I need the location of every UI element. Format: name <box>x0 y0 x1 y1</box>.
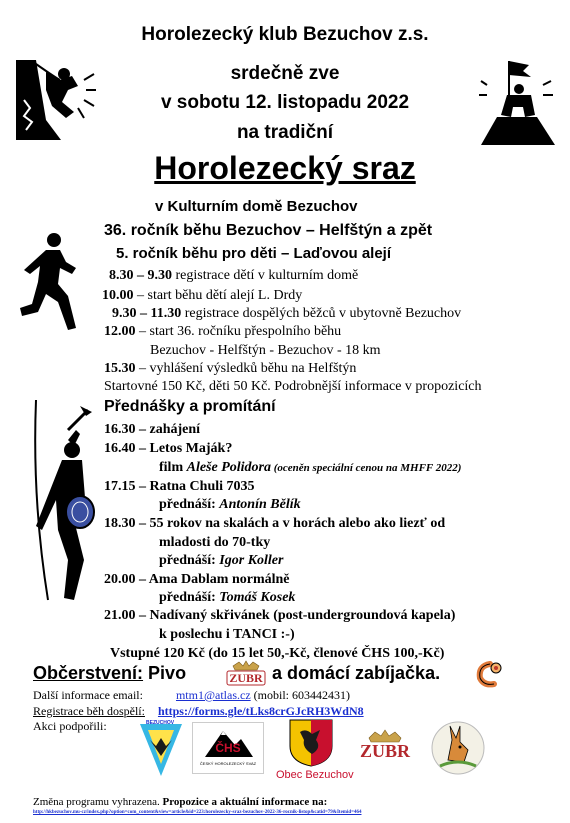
summit-flag-icon <box>477 55 557 145</box>
lecture-item-cont: mladosti do 70-tky <box>159 535 271 550</box>
sponsors-label: Akci podpořili: <box>33 719 107 733</box>
race-heading: 36. ročník běhu Bezuchov – Helfštýn a zpět <box>104 222 433 239</box>
lecture-presenter: přednáší: Igor Koller <box>159 553 284 568</box>
refreshments-food: a domácí zabíjačka. <box>272 663 441 683</box>
lecture-item-cont: k poslechu i TANCI :-) <box>159 627 295 642</box>
race-item: 10.00 – start běhu dětí alejí L. Drdy <box>102 288 303 303</box>
obec-coat-of-arms <box>286 718 336 768</box>
info-url-link[interactable]: http://hkbezuchov.mu-cz/index.php?option=com_content&view=article&id=223:horolezecky-sraz-bezuchov-2022-36-rocnik-listop&catid=79&Itemid=464 <box>33 810 362 815</box>
ice-climber-icon <box>28 400 100 610</box>
zubr-logo <box>357 728 413 764</box>
runner-icon <box>16 232 82 340</box>
chs-text: ČHS <box>215 741 241 755</box>
chs-logo <box>192 722 264 774</box>
chs-subtext: ČESKÝ HOROLEZECKÝ SVAZ <box>199 761 257 766</box>
lecture-item: 21.00 – Nadívaný skřivánek (post-undergroundová kapela) <box>104 608 456 623</box>
lecture-item: 16.40 – Letos Maják? <box>104 441 233 456</box>
sausage-icon <box>476 660 506 688</box>
race-item: 9.30 – 11.30 registrace dospělých běžců v ubytovně Bezuchov <box>112 306 462 321</box>
zubr-text: ZUBR <box>229 671 263 685</box>
rabbit-logo <box>430 720 486 776</box>
zubr-beer-logo-small <box>225 660 267 688</box>
venue: v Kulturním domě Bezuchov <box>155 198 358 215</box>
race-item: Startovné 150 Kč, děti 50 Kč. Podrobnější informace v propozicích <box>104 379 482 394</box>
lecture-item: 17.15 – Ratna Chuli 7035 <box>104 479 255 494</box>
change-notice: Změna programu vyhrazena. Propozice a aktuální informace na: <box>33 796 328 808</box>
lecture-item: 18.30 – 55 rokov na skalách a v horách alebo ako liezť od <box>104 516 446 531</box>
lecture-film-credit: film Aleše Polidora (oceněn speciální cenou na MHFF 2022) <box>159 460 462 475</box>
lectures-heading: Přednášky a promítání <box>104 398 276 415</box>
invite-text: srdečně zve <box>230 63 340 84</box>
contact-line: Další informace email: mtm1@atlas.cz (mobil: 603442431) <box>33 688 350 702</box>
zubr-text-large: ZUBR <box>359 741 410 761</box>
registration-line: Registrace běh dospělí: https://forms.gle/tLks8crGJcRH3WdN8 <box>33 704 364 718</box>
lecture-item: 20.00 – Ama Dablam normálně <box>104 572 290 587</box>
bezuchov-small-text: BEZUCHOV <box>146 720 175 726</box>
refreshments: Občerstvení: Pivo <box>33 663 187 683</box>
email-link[interactable]: mtm1@atlas.cz <box>175 688 251 702</box>
lecture-item: 16.30 – zahájení <box>104 422 201 437</box>
race-item: 8.30 – 9.30 registrace dětí v kulturním domě <box>109 268 359 283</box>
lecture-presenter: přednáší: Antonín Bělík <box>159 497 301 512</box>
entry-fee: Vstupné 120 Kč (do 15 let 50,-Kč, členové ČHS 100,-Kč) <box>110 646 445 661</box>
race-item: 12.00 – start 36. ročníku přespolního běhu <box>104 324 342 339</box>
club-name: Horolezecký klub Bezuchov z.s. <box>141 24 429 45</box>
event-title: Horolezecký sraz <box>154 150 416 186</box>
traditional-text: na tradiční <box>236 122 334 143</box>
lecture-presenter: přednáší: Tomáš Kosek <box>159 590 296 605</box>
climber-icon <box>16 60 96 140</box>
event-date: v sobotu 12. listopadu 2022 <box>160 92 410 113</box>
race-item: 15.30 – vyhlášení výsledků běhu na Helfštýn <box>104 361 357 376</box>
bezuchov-club-logo <box>138 720 184 778</box>
registration-link[interactable]: https://forms.gle/tLks8crGJcRH3WdN8 <box>157 704 364 718</box>
obec-text: Obec Bezuchov <box>276 769 354 781</box>
race-item: Bezuchov - Helfštýn - Bezuchov - 18 km <box>150 343 381 358</box>
kids-race-heading: 5. ročník běhu pro děti – Laďovou alejí <box>116 245 392 262</box>
